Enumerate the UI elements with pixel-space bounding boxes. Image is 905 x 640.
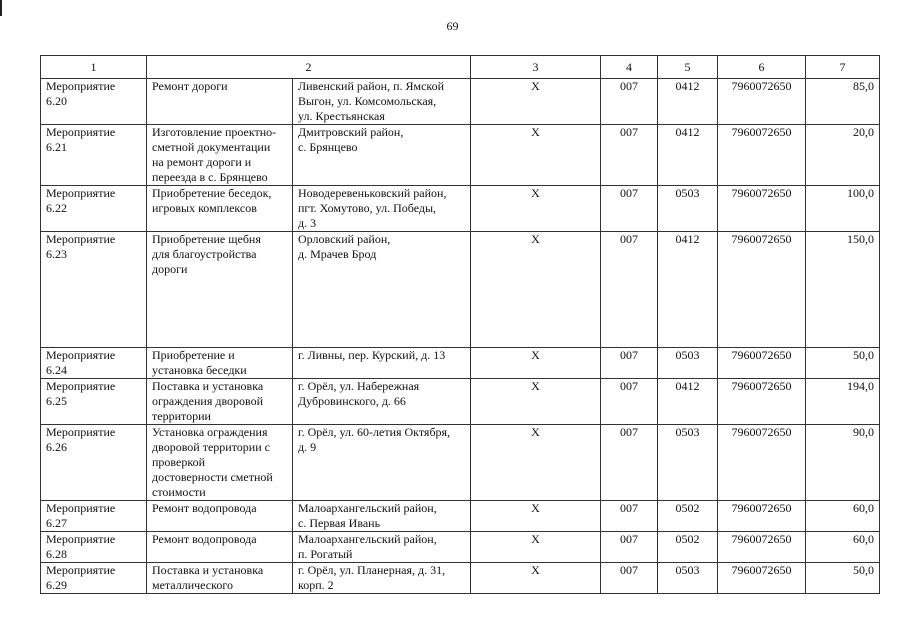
column-7-cell: 20,0 xyxy=(806,125,880,186)
column-3-cell: Х xyxy=(471,125,601,186)
column-4-cell: 007 xyxy=(601,501,658,532)
table-row xyxy=(41,186,880,232)
column-4-cell: 007 xyxy=(601,232,658,348)
column-5-cell: 0412 xyxy=(658,125,718,186)
header-cell-2: 2 xyxy=(147,56,471,79)
measure-name-cell: Поставка и установка ограждения дворовой территории xyxy=(147,379,293,425)
table-row xyxy=(41,379,880,425)
column-6-cell: 7960072650 xyxy=(718,425,806,501)
column-7-cell: 85,0 xyxy=(806,79,880,125)
measure-name-cell: Ремонт водопровода xyxy=(147,501,293,532)
measure-id-cell: Мероприятие 6.23 xyxy=(41,232,147,348)
measure-name-cell: Поставка и установка металлического xyxy=(147,563,293,594)
column-7-cell: 100,0 xyxy=(806,186,880,232)
measures-table xyxy=(40,55,880,594)
measure-id-cell: Мероприятие 6.20 xyxy=(41,79,147,125)
table-row xyxy=(41,425,880,501)
measure-id-cell: Мероприятие 6.24 xyxy=(41,348,147,379)
column-5-cell: 0503 xyxy=(658,348,718,379)
column-5-cell: 0412 xyxy=(658,379,718,425)
location-cell: г. Орёл, ул. Набережная Дубровинского, д. 66 xyxy=(293,379,471,425)
header-cell-6: 6 xyxy=(718,56,806,79)
column-7-cell: 194,0 xyxy=(806,379,880,425)
measure-id-cell: Мероприятие 6.22 xyxy=(41,186,147,232)
column-4-cell: 007 xyxy=(601,425,658,501)
location-cell: Малоархангельский район, с. Первая Ивань xyxy=(293,501,471,532)
measure-id-cell: Мероприятие 6.29 xyxy=(41,563,147,594)
measure-id-cell: Мероприятие 6.27 xyxy=(41,501,147,532)
measure-id-cell: Мероприятие 6.25 xyxy=(41,379,147,425)
column-5-cell: 0503 xyxy=(658,425,718,501)
measure-name-cell: Приобретение щебня для благоустройства дороги xyxy=(147,232,293,348)
column-7-cell: 90,0 xyxy=(806,425,880,501)
column-6-cell: 7960072650 xyxy=(718,501,806,532)
column-3-cell: Х xyxy=(471,563,601,594)
table-row xyxy=(41,125,880,186)
table-header-row xyxy=(41,56,880,79)
location-cell: г. Ливны, пер. Курский, д. 13 xyxy=(293,348,471,379)
header-cell-4: 4 xyxy=(601,56,658,79)
measure-id-cell: Мероприятие 6.21 xyxy=(41,125,147,186)
measure-id-cell: Мероприятие 6.26 xyxy=(41,425,147,501)
column-7-cell: 50,0 xyxy=(806,348,880,379)
column-4-cell: 007 xyxy=(601,563,658,594)
column-6-cell: 7960072650 xyxy=(718,379,806,425)
column-7-cell: 60,0 xyxy=(806,501,880,532)
location-cell: г. Орёл, ул. Планерная, д. 31, корп. 2 xyxy=(293,563,471,594)
measure-name-cell: Изготовление проектно- сметной документации на ремонт дороги и переезда в с. Брянцево xyxy=(147,125,293,186)
measure-name-cell: Ремонт водопровода xyxy=(147,532,293,563)
page-corner-mark xyxy=(0,0,2,16)
table-row xyxy=(41,532,880,563)
column-6-cell: 7960072650 xyxy=(718,79,806,125)
table-row xyxy=(41,232,880,348)
column-3-cell: Х xyxy=(471,501,601,532)
table-row xyxy=(41,501,880,532)
measure-name-cell: Приобретение беседок, игровых комплексов xyxy=(147,186,293,232)
measure-name-cell: Приобретение и установка беседки xyxy=(147,348,293,379)
column-6-cell: 7960072650 xyxy=(718,232,806,348)
column-3-cell: Х xyxy=(471,79,601,125)
column-5-cell: 0412 xyxy=(658,232,718,348)
location-cell: Орловский район, д. Мрачев Брод xyxy=(293,232,471,348)
header-cell-3: 3 xyxy=(471,56,601,79)
column-7-cell: 50,0 xyxy=(806,563,880,594)
column-3-cell: Х xyxy=(471,379,601,425)
location-cell: Дмитровский район, с. Брянцево xyxy=(293,125,471,186)
page-number: 69 xyxy=(446,19,459,33)
measure-name-cell: Установка ограждения дворовой территории с проверкой достоверности сметной стоимости xyxy=(147,425,293,501)
table-row xyxy=(41,348,880,379)
column-5-cell: 0503 xyxy=(658,563,718,594)
column-7-cell: 60,0 xyxy=(806,532,880,563)
column-3-cell: Х xyxy=(471,425,601,501)
column-6-cell: 7960072650 xyxy=(718,532,806,563)
column-4-cell: 007 xyxy=(601,125,658,186)
column-6-cell: 7960072650 xyxy=(718,563,806,594)
column-3-cell: Х xyxy=(471,532,601,563)
column-3-cell: Х xyxy=(471,186,601,232)
column-4-cell: 007 xyxy=(601,532,658,563)
location-cell: Новодеревеньковский район, пгт. Хомутово, ул. Победы, д. 3 xyxy=(293,186,471,232)
table-row xyxy=(41,79,880,125)
column-6-cell: 7960072650 xyxy=(718,348,806,379)
column-6-cell: 7960072650 xyxy=(718,186,806,232)
column-5-cell: 0502 xyxy=(658,532,718,563)
column-5-cell: 0502 xyxy=(658,501,718,532)
column-6-cell: 7960072650 xyxy=(718,125,806,186)
column-5-cell: 0503 xyxy=(658,186,718,232)
column-7-cell: 150,0 xyxy=(806,232,880,348)
location-cell: Малоархангельский район, п. Рогатый xyxy=(293,532,471,563)
table-row xyxy=(41,563,880,594)
measure-id-cell: Мероприятие 6.28 xyxy=(41,532,147,563)
column-3-cell: Х xyxy=(471,348,601,379)
header-cell-1: 1 xyxy=(41,56,147,79)
measure-name-cell: Ремонт дороги xyxy=(147,79,293,125)
column-4-cell: 007 xyxy=(601,79,658,125)
column-4-cell: 007 xyxy=(601,348,658,379)
column-5-cell: 0412 xyxy=(658,79,718,125)
location-cell: Ливенский район, п. Ямской Выгон, ул. Комсомольская, ул. Крестьянская xyxy=(293,79,471,125)
location-cell: г. Орёл, ул. 60-летия Октября, д. 9 xyxy=(293,425,471,501)
table-body xyxy=(41,56,880,594)
column-4-cell: 007 xyxy=(601,186,658,232)
column-4-cell: 007 xyxy=(601,379,658,425)
header-cell-7: 7 xyxy=(806,56,880,79)
header-cell-5: 5 xyxy=(658,56,718,79)
column-3-cell: Х xyxy=(471,232,601,348)
